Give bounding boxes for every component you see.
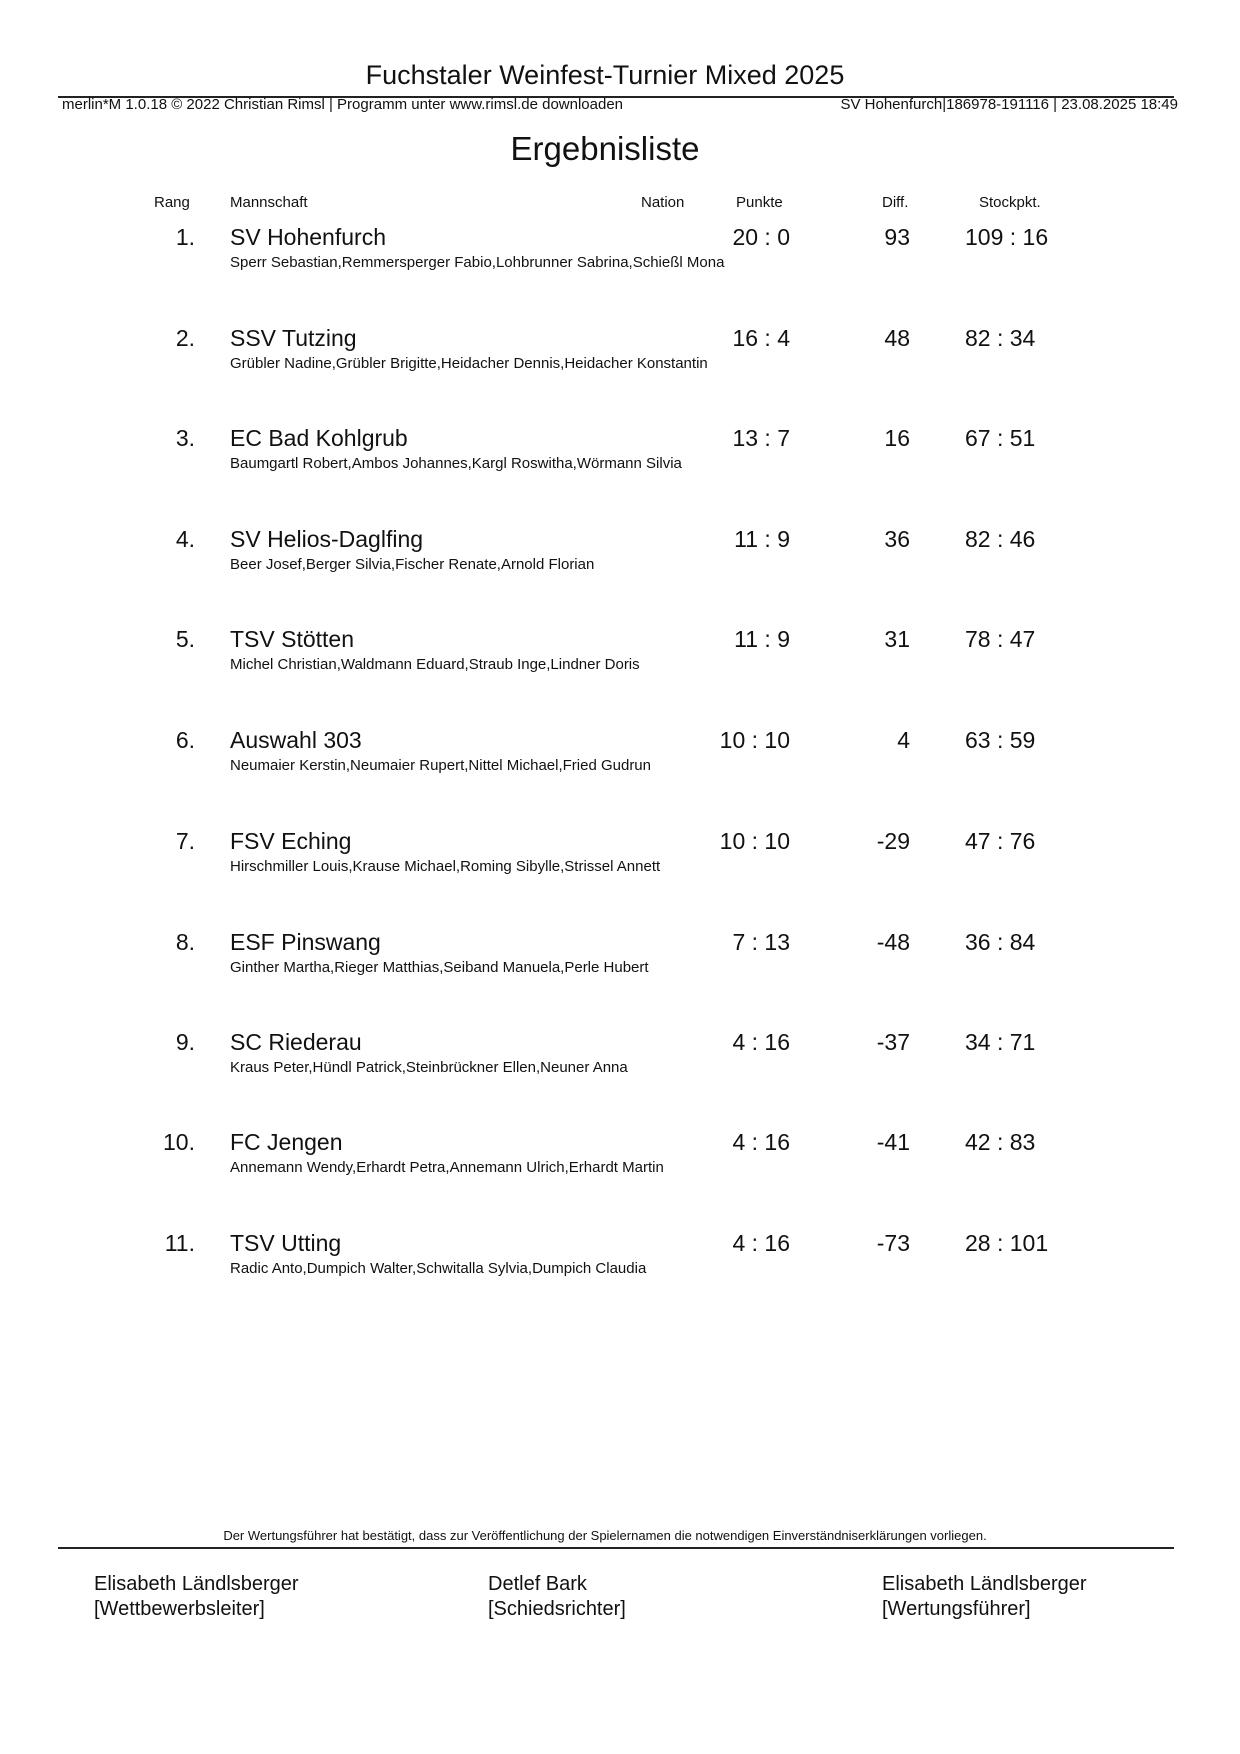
column-header-points: Punkte	[736, 194, 783, 211]
points-cell: 11 : 9	[734, 626, 790, 652]
player-list: Beer Josef,Berger Silvia,Fischer Renate,Arnold Florian	[230, 556, 595, 573]
player-list: Baumgartl Robert,Ambos Johannes,Kargl Roswitha,Wörmann Silvia	[230, 455, 682, 472]
column-header-rank: Rang	[154, 194, 190, 211]
rank-cell: 8.	[175, 929, 195, 955]
table-row	[0, 1129, 1240, 1189]
table-row	[0, 929, 1240, 989]
table-row	[0, 325, 1240, 385]
column-header-stock: Stockpkt.	[979, 194, 1041, 211]
points-cell: 4 : 16	[732, 1029, 790, 1055]
team-name: ESF Pinswang	[230, 929, 381, 955]
player-list: Grübler Nadine,Grübler Brigitte,Heidacher Dennis,Heidacher Konstantin	[230, 355, 708, 372]
team-name: SC Riederau	[230, 1029, 362, 1055]
consent-note: Der Wertungsführer hat bestätigt, dass zur Veröffentlichung der Spielernamen die notwendigen Einverständniserklärungen vorliegen.	[223, 1528, 987, 1543]
rank-cell: 4.	[175, 526, 195, 552]
team-name: SSV Tutzing	[230, 325, 357, 351]
signature-block-competition-leader	[94, 1572, 299, 1622]
stock-points-cell: 47 : 76	[965, 828, 1036, 854]
player-list: Sperr Sebastian,Remmersperger Fabio,Lohbrunner Sabrina,Schießl Mona	[230, 254, 725, 271]
stock-points-cell: 67 : 51	[965, 425, 1036, 451]
table-row	[0, 727, 1240, 787]
team-name: SV Hohenfurch	[230, 224, 386, 250]
rank-cell: 7.	[175, 828, 195, 854]
table-row	[0, 224, 1240, 284]
points-cell: 4 : 16	[732, 1230, 790, 1256]
team-name: FSV Eching	[230, 828, 352, 854]
player-list: Ginther Martha,Rieger Matthias,Seiband Manuela,Perle Hubert	[230, 959, 649, 976]
points-cell: 16 : 4	[732, 325, 790, 351]
diff-cell: 48	[884, 325, 910, 351]
stock-points-cell: 34 : 71	[965, 1029, 1036, 1055]
signature-name: Detlef Bark	[488, 1573, 587, 1595]
rank-cell: 6.	[175, 727, 195, 753]
rank-cell: 10.	[163, 1129, 195, 1155]
points-cell: 13 : 7	[732, 425, 790, 451]
diff-cell: 16	[884, 425, 910, 451]
diff-cell: -48	[876, 929, 910, 955]
footer-rule	[58, 1547, 1174, 1549]
column-header-diff: Diff.	[882, 194, 909, 211]
signature-name: Elisabeth Ländlsberger	[94, 1573, 299, 1595]
diff-cell: 4	[897, 727, 910, 753]
stock-points-cell: 42 : 83	[965, 1129, 1036, 1155]
player-list: Annemann Wendy,Erhardt Petra,Annemann Ulrich,Erhardt Martin	[230, 1159, 664, 1176]
table-row	[0, 526, 1240, 586]
column-header-team: Mannschaft	[230, 194, 308, 211]
stock-points-cell: 82 : 46	[965, 526, 1036, 552]
diff-cell: -29	[876, 828, 910, 854]
diff-cell: -37	[876, 1029, 910, 1055]
rank-cell: 11.	[164, 1230, 195, 1256]
software-info: merlin*M 1.0.18 © 2022 Christian Rimsl | Programm unter www.rimsl.de downloaden	[62, 96, 623, 113]
stock-points-cell: 63 : 59	[965, 727, 1036, 753]
diff-cell: 36	[884, 526, 910, 552]
event-info: SV Hohenfurch|186978-191116 | 23.08.2025 18:49	[840, 96, 1178, 113]
stock-points-cell: 36 : 84	[965, 929, 1036, 955]
signature-role: [Schiedsrichter]	[488, 1598, 626, 1620]
points-cell: 11 : 9	[734, 526, 790, 552]
signature-block-scorekeeper	[882, 1572, 1087, 1622]
team-name: TSV Utting	[230, 1230, 342, 1256]
table-row	[0, 626, 1240, 686]
team-name: EC Bad Kohlgrub	[230, 425, 408, 451]
player-list: Michel Christian,Waldmann Eduard,Straub Inge,Lindner Doris	[230, 656, 640, 673]
rank-cell: 3.	[175, 425, 195, 451]
diff-cell: 31	[884, 626, 910, 652]
diff-cell: -73	[876, 1230, 910, 1256]
signature-name: Elisabeth Ländlsberger	[882, 1573, 1087, 1595]
results-heading: Ergebnisliste	[510, 130, 700, 167]
diff-cell: -41	[876, 1129, 910, 1155]
document-title: Fuchstaler Weinfest-Turnier Mixed 2025	[365, 60, 845, 90]
rank-cell: 1.	[175, 224, 195, 250]
column-header-nation: Nation	[641, 194, 685, 211]
points-cell: 7 : 13	[732, 929, 790, 955]
points-cell: 4 : 16	[732, 1129, 790, 1155]
points-cell: 20 : 0	[732, 224, 790, 250]
points-cell: 10 : 10	[719, 727, 790, 753]
stock-points-cell: 109 : 16	[965, 224, 1049, 250]
player-list: Neumaier Kerstin,Neumaier Rupert,Nittel Michael,Fried Gudrun	[230, 757, 651, 774]
signature-role: [Wettbewerbsleiter]	[94, 1598, 265, 1620]
diff-cell: 93	[884, 224, 910, 250]
rank-cell: 5.	[175, 626, 195, 652]
rank-cell: 2.	[175, 325, 195, 351]
team-name: FC Jengen	[230, 1129, 343, 1155]
table-row	[0, 828, 1240, 888]
player-list: Kraus Peter,Hündl Patrick,Steinbrückner Ellen,Neuner Anna	[230, 1059, 628, 1076]
team-name: TSV Stötten	[230, 626, 355, 652]
signature-block-referee	[488, 1572, 626, 1622]
signature-role: [Wertungsführer]	[882, 1598, 1031, 1620]
stock-points-cell: 28 : 101	[965, 1230, 1049, 1256]
player-list: Radic Anto,Dumpich Walter,Schwitalla Sylvia,Dumpich Claudia	[230, 1260, 647, 1277]
table-row	[0, 1230, 1240, 1290]
stock-points-cell: 82 : 34	[965, 325, 1036, 351]
table-row	[0, 1029, 1240, 1089]
rank-cell: 9.	[175, 1029, 195, 1055]
stock-points-cell: 78 : 47	[965, 626, 1036, 652]
player-list: Hirschmiller Louis,Krause Michael,Roming Sibylle,Strissel Annett	[230, 858, 661, 875]
points-cell: 10 : 10	[719, 828, 790, 854]
team-name: Auswahl 303	[230, 727, 362, 753]
table-row	[0, 425, 1240, 485]
team-name: SV Helios-Daglfing	[230, 526, 424, 552]
